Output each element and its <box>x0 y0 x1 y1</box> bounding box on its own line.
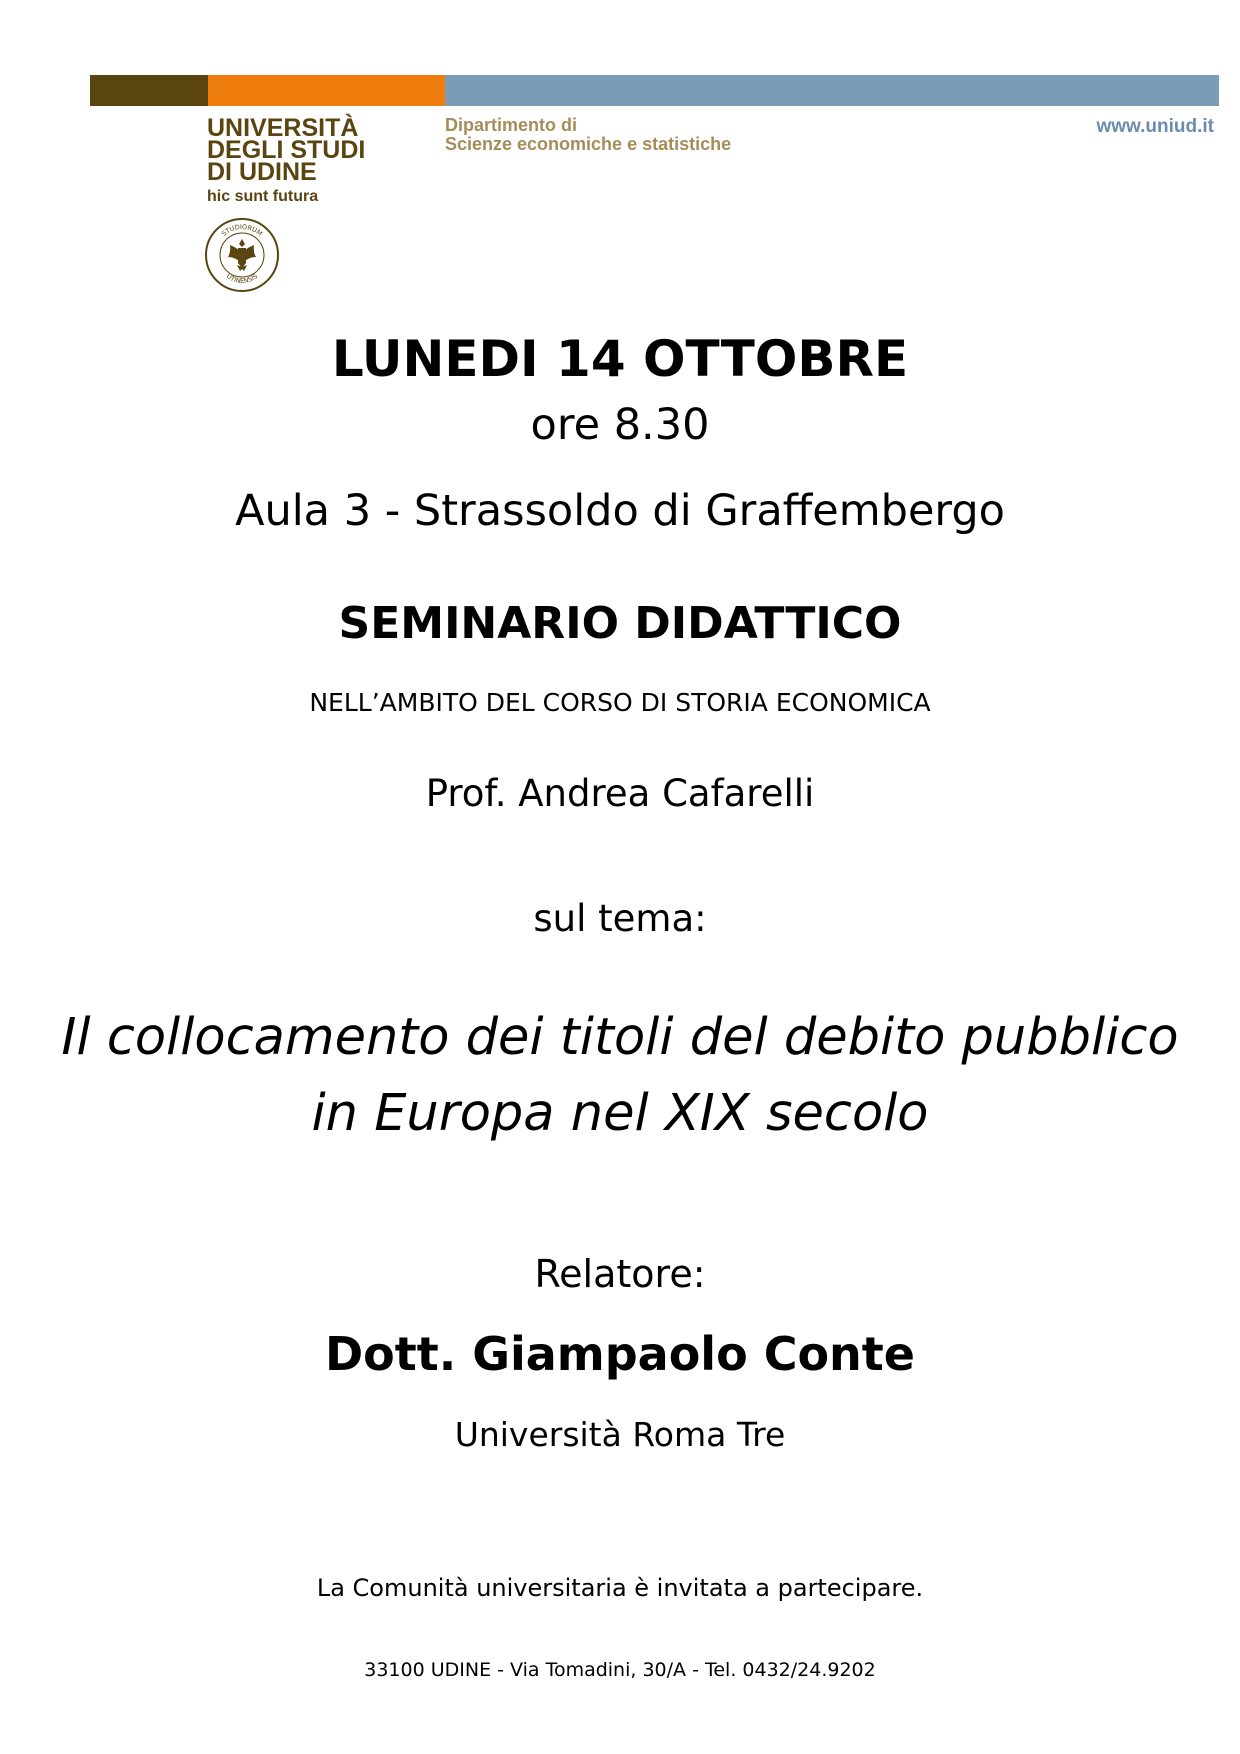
university-motto: hic sunt futura <box>207 188 319 205</box>
invitation-text: La Comunità universitaria è invitata a partecipare. <box>316 1574 924 1602</box>
event-room: Aula 3 - Strassoldo di Graffembergo <box>235 486 1005 536</box>
university-name-line: UNIVERSITÀ <box>207 114 359 142</box>
university-name-line: DEGLI STUDI <box>207 136 366 164</box>
svg-text:STUDIORUM <box>220 223 264 238</box>
eagle-icon <box>228 239 256 271</box>
seal-text-bottom: UTINENSIS <box>224 272 260 286</box>
website-link[interactable]: www.uniud.it <box>1096 116 1214 137</box>
university-seal-icon <box>204 217 280 293</box>
event-time: ore 8.30 <box>530 400 710 450</box>
department-line: Scienze economiche e statistiche <box>445 134 732 154</box>
svg-text:UTINENSIS <box>225 272 259 285</box>
event-date: LUNEDI 14 OTTOBRE <box>331 330 909 388</box>
speaker-affiliation: Università Roma Tre <box>454 1415 786 1454</box>
topic-line: Il collocamento dei titoli del debito pubblico <box>61 1008 1179 1067</box>
seal-text-top: STUDIORUM <box>220 222 264 238</box>
speaker-name: Dott. Giampaolo Conte <box>324 1327 915 1381</box>
university-name-line: DI UDINE <box>207 158 317 186</box>
footer-address: 33100 UDINE - Via Tomadini, 30/A - Tel. 0432/24.9202 <box>364 1659 876 1681</box>
seminar-topic <box>0 1000 1240 1152</box>
event-course: NELL’AMBITO DEL CORSO DI STORIA ECONOMICA <box>309 688 931 717</box>
topic-line: in Europa nel XIX secolo <box>311 1084 929 1143</box>
header-band-blue <box>445 75 1219 106</box>
event-professor: Prof. Andrea Cafarelli <box>425 772 815 815</box>
event-type: SEMINARIO DIDATTICO <box>338 598 902 649</box>
topic-intro: sul tema: <box>533 897 707 940</box>
header-band-orange <box>208 75 445 106</box>
header-band-brown <box>90 75 208 106</box>
department-name <box>445 116 731 154</box>
university-name <box>207 114 366 186</box>
department-line: Dipartimento di <box>445 115 578 135</box>
speaker-label: Relatore: <box>534 1252 706 1296</box>
